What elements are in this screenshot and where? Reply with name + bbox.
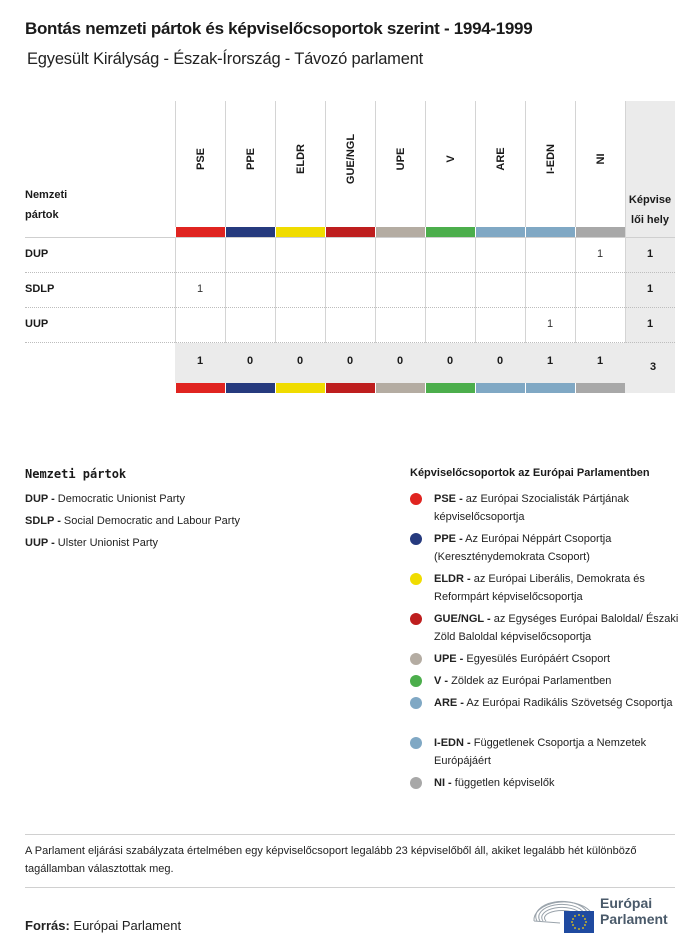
source-label: Forrás: (25, 918, 70, 933)
national-party-item (25, 537, 158, 549)
ep-group-legend-item (410, 650, 680, 668)
ep-logo (530, 895, 680, 935)
legend-dot-icon (410, 737, 422, 749)
row-total: 1 (646, 248, 654, 260)
group-name: Függetlenek Csoportja a Nemzetek Európájáért (434, 737, 647, 767)
total-header-label: Képviselői hely (628, 194, 672, 226)
column-header-i-edn (525, 101, 575, 227)
legend-text (434, 570, 680, 606)
footnote: A Parlament eljárási szabályzata értelmében egy képviselőcsoport legalább 23 képviselőből áll, akiket legalább hét különböző tagállamban választottak meg. (25, 845, 637, 875)
column-header-label: ARE (494, 147, 507, 171)
column-header-label: V (444, 155, 457, 163)
legend-dot-icon (410, 533, 422, 545)
group-color-bar-bottom (176, 383, 225, 393)
ep-group-legend-item (410, 530, 680, 566)
logo-text: Európai Parlament (600, 895, 668, 927)
group-color-bar-bottom (426, 383, 475, 393)
party-abbr: SDLP - (25, 515, 61, 527)
column-header-label: PSE (194, 147, 207, 171)
legend-text (434, 734, 680, 770)
seat-count-cell: 1 (596, 248, 604, 260)
group-color-bar-top (526, 227, 575, 237)
column-total: 0 (446, 355, 454, 367)
group-color-bar-top (576, 227, 625, 237)
column-header-label: PPE (244, 147, 257, 171)
group-name: az Egységes Európai Baloldal/ Északi Zöld Baloldal képviselőcsoportja (434, 613, 679, 643)
column-header-gue-ngl (325, 101, 375, 227)
legend-text (434, 530, 680, 566)
group-color-bar-bottom (226, 383, 275, 393)
page-subtitle: Egyesült Királyság - Észak-Írország - Távozó parlament (27, 50, 424, 68)
ep-group-legend-item (410, 672, 680, 690)
group-color-bar-bottom (526, 383, 575, 393)
column-header-are (475, 101, 525, 227)
party-name: Democratic Unionist Party (54, 493, 185, 505)
group-abbr: PPE - (434, 533, 463, 545)
party-abbr: UUP - (25, 537, 55, 549)
column-total: 0 (496, 355, 504, 367)
seat-count-cell: 1 (196, 283, 204, 295)
total-column-background (625, 101, 675, 393)
column-header-pse (175, 101, 225, 227)
row-divider (25, 342, 675, 343)
group-color-bar-top (176, 227, 225, 237)
column-header-upe (375, 101, 425, 227)
group-name: az Európai Szocialisták Pártjának képviselőcsoportja (434, 493, 630, 523)
divider (25, 834, 675, 835)
group-abbr: NI - (434, 777, 452, 789)
group-color-bar-bottom (326, 383, 375, 393)
legend-text (434, 490, 680, 526)
column-header-v (425, 101, 475, 227)
ep-group-legend-item (410, 490, 680, 526)
column-header-ni (575, 101, 625, 227)
row-header-label: Nemzeti pártok (25, 189, 68, 221)
ep-group-legend-item (410, 774, 680, 792)
parliament-hemicycle-icon (530, 895, 596, 935)
column-total: 0 (296, 355, 304, 367)
legend-dot-icon (410, 493, 422, 505)
column-divider (625, 101, 626, 343)
group-color-bar-bottom (376, 383, 425, 393)
legend-text (434, 672, 680, 690)
divider (25, 887, 675, 888)
ep-group-legend-item (410, 610, 680, 646)
row-label-uup: UUP (25, 318, 49, 330)
group-abbr: ARE - (434, 697, 464, 709)
group-color-bar-bottom (276, 383, 325, 393)
group-name: Zöldek az Európai Parlamentben (448, 675, 612, 687)
column-total: 0 (246, 355, 254, 367)
group-color-bar-top (326, 227, 375, 237)
legend-text (434, 650, 680, 668)
national-party-item (25, 515, 240, 527)
row-label-dup: DUP (25, 248, 49, 260)
column-header-ppe (225, 101, 275, 227)
party-name: Ulster Unionist Party (54, 537, 159, 549)
group-color-bar-bottom (476, 383, 525, 393)
group-abbr: V - (434, 675, 449, 687)
column-total: 1 (596, 355, 604, 367)
ep-group-legend-item (410, 694, 680, 712)
grand-total: 3 (649, 361, 657, 373)
legend-dot-icon (410, 573, 422, 585)
seat-breakdown-table (0, 0, 700, 420)
column-total: 0 (346, 355, 354, 367)
column-divider (475, 237, 476, 343)
group-name: független képviselők (451, 777, 555, 789)
party-abbr: DUP - (25, 493, 55, 505)
group-color-bar-top (476, 227, 525, 237)
national-parties-title: Nemzeti pártok (25, 467, 127, 481)
column-total: 1 (196, 355, 204, 367)
ep-groups-title: Képviselőcsoportok az Európai Parlamentben (410, 467, 650, 479)
column-divider (425, 237, 426, 343)
group-color-bar-top (376, 227, 425, 237)
source-value: Európai Parlament (69, 918, 182, 933)
group-abbr: I-EDN - (434, 737, 471, 749)
legend-dot-icon (410, 777, 422, 789)
group-abbr: PSE - (434, 493, 463, 505)
group-abbr: ELDR - (434, 573, 471, 585)
source-line (25, 918, 181, 933)
legend-dot-icon (410, 613, 422, 625)
group-color-bar-top (276, 227, 325, 237)
column-header-label: ELDR (294, 144, 307, 174)
column-divider (275, 237, 276, 343)
group-name: az Európai Liberális, Demokrata és Reformpárt képviselőcsoportja (434, 573, 645, 603)
group-abbr: GUE/NGL - (434, 613, 491, 625)
group-name: Az Európai Radikális Szövetség Csoportja (463, 697, 673, 709)
row-label-sdlp: SDLP (25, 283, 55, 295)
row-divider (25, 307, 675, 308)
column-header-label: I-EDN (544, 144, 557, 174)
legend-dot-icon (410, 653, 422, 665)
column-header-label: GUE/NGL (344, 133, 357, 185)
row-total: 1 (646, 318, 654, 330)
group-abbr: UPE - (434, 653, 464, 665)
legend-dot-icon (410, 697, 422, 709)
legend-dot-icon (410, 675, 422, 687)
legend-text (434, 610, 680, 646)
national-party-item (25, 493, 185, 505)
row-total: 1 (646, 283, 654, 295)
group-color-bar-top (226, 227, 275, 237)
column-total: 0 (396, 355, 404, 367)
ep-group-legend-item (410, 570, 680, 606)
seat-count-cell: 1 (546, 318, 554, 330)
legend-text (434, 694, 680, 712)
group-name: Egyesülés Európáért Csoport (463, 653, 611, 665)
column-divider (225, 237, 226, 343)
group-color-bar-bottom (576, 383, 625, 393)
column-divider (325, 237, 326, 343)
column-header-label: UPE (394, 147, 407, 171)
group-name: Az Európai Néppárt Csoportja (Kereszténydemokrata Csoport) (434, 533, 612, 563)
header-rule (25, 237, 675, 238)
party-name: Social Democratic and Labour Party (60, 515, 241, 527)
row-divider (25, 272, 675, 273)
legend-text (434, 774, 680, 792)
column-header-label: NI (594, 153, 607, 165)
page-title: Bontás nemzeti pártok és képviselőcsoportok szerint - 1994-1999 (25, 19, 533, 38)
column-header-eldr (275, 101, 325, 227)
group-color-bar-top (426, 227, 475, 237)
ep-group-legend-item (410, 734, 680, 770)
column-divider (375, 237, 376, 343)
column-total: 1 (546, 355, 554, 367)
